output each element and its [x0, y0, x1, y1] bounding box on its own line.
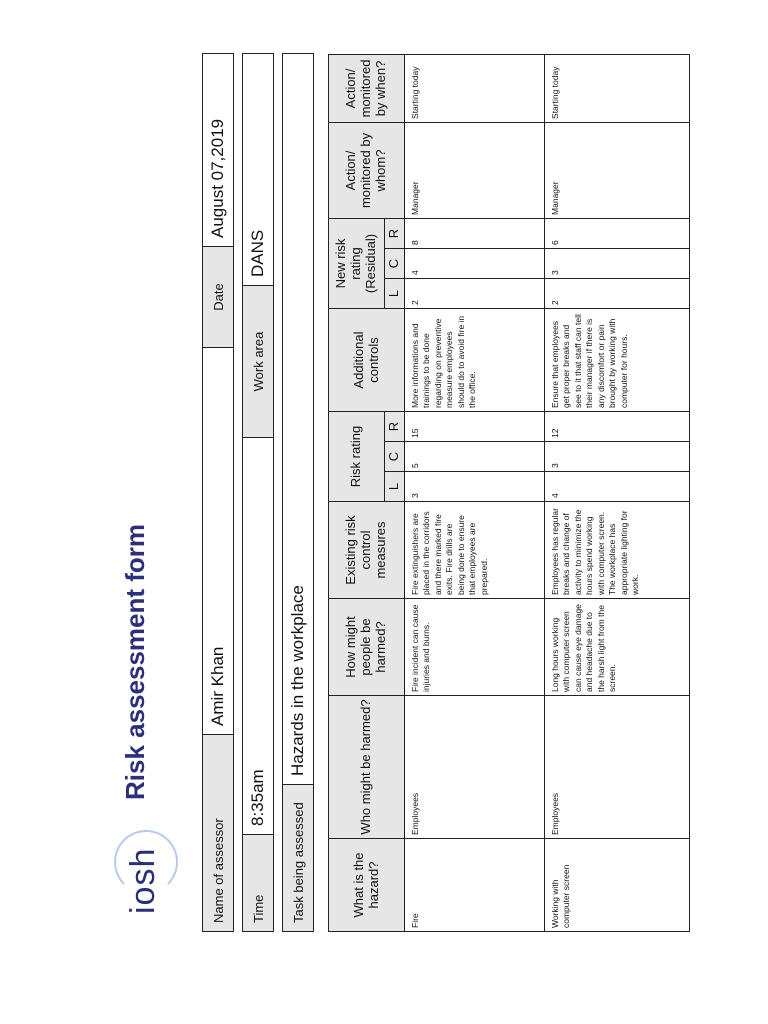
- new-l-header: L: [385, 279, 405, 309]
- additional-cell: More informations and trainings to be done regarding on preventive measure employees should do to avoid fire in the office.: [405, 309, 545, 412]
- existing-cell: Employees has regular breaks and change of activity to minimize the hours spend working with computer screen. The workplace has appropriate lighting for work.: [545, 502, 690, 599]
- new-r-cell: 6: [545, 218, 690, 248]
- table-header-row: [329, 54, 385, 931]
- col-who-header: Who might be harmed?: [329, 696, 405, 839]
- by-whom-cell: Manager: [545, 122, 690, 218]
- new-c-cell: 4: [405, 249, 545, 279]
- task-value: Hazards in the workplace: [288, 585, 307, 776]
- col-existing-header: Existing risk control measures: [329, 502, 405, 599]
- who-cell: Employees: [405, 696, 545, 839]
- new-l-cell: 2: [405, 279, 545, 309]
- risk-r-header: R: [385, 412, 405, 442]
- time-label: Time: [243, 834, 273, 931]
- col-hazard-header: What is the hazard?: [329, 839, 405, 932]
- new-r-header: R: [385, 218, 405, 248]
- work-area-label: Work area: [243, 285, 273, 437]
- iosh-logo: [110, 830, 180, 914]
- risk-r-cell: 15: [405, 412, 545, 442]
- table-row: [405, 54, 545, 931]
- new-c-cell: 3: [545, 249, 690, 279]
- assessor-row: [202, 53, 234, 932]
- time-row: [242, 53, 274, 932]
- col-by-whom-header: Action/ monitored by whom?: [329, 122, 405, 218]
- form-title: Risk assessment form: [120, 523, 150, 800]
- existing-cell: Fire extinguishers are placed in the corridors and there marked fire exits. Fire drills are being done to ensure that employees are prepared.: [405, 502, 545, 599]
- how-cell: Long hours working with computer screen can cause eye damage and headache due to the harsh light from the screen.: [545, 599, 690, 696]
- risk-c-cell: 3: [545, 442, 690, 472]
- col-additional-header: Additional controls: [329, 309, 405, 412]
- col-risk-rating-header: Risk rating: [329, 412, 385, 502]
- hazard-cell: Fire: [405, 839, 545, 932]
- table-row: [545, 54, 690, 931]
- how-cell: Fire incident can cause injuries and burns.: [405, 599, 545, 696]
- risk-l-cell: 3: [405, 472, 545, 502]
- by-whom-cell: Manager: [405, 122, 545, 218]
- logo-text: iosh: [124, 847, 162, 914]
- new-r-cell: 8: [405, 218, 545, 248]
- risk-c-header: C: [385, 442, 405, 472]
- hazard-cell: Working with computer screen: [545, 839, 690, 932]
- who-cell: Employees: [545, 696, 690, 839]
- by-when-cell: Starting today: [405, 54, 545, 122]
- risk-r-cell: 12: [545, 412, 690, 442]
- risk-table: [328, 54, 690, 932]
- date-label: Date: [203, 246, 233, 347]
- new-l-cell: 2: [545, 279, 690, 309]
- work-area-value: DANS: [248, 229, 267, 277]
- risk-l-cell: 4: [545, 472, 690, 502]
- col-by-when-header: Action/ monitored by when?: [329, 54, 405, 122]
- col-how-header: How might people be harmed?: [329, 599, 405, 696]
- new-c-header: C: [385, 249, 405, 279]
- additional-cell: Ensure that employees get proper breaks and see to it that staff can tell their manager if there is any discomfort or pain brought by working with computer for hours.: [545, 309, 690, 412]
- task-row: [282, 53, 314, 932]
- assessor-value: Amir Khan: [203, 347, 233, 734]
- risk-c-cell: 5: [405, 442, 545, 472]
- by-when-cell: Starting today: [545, 54, 690, 122]
- assessor-label: Name of assessor: [203, 734, 233, 931]
- col-new-risk-header: New risk rating (Residual): [329, 218, 385, 308]
- time-value: 8:35am: [243, 437, 273, 834]
- task-label: Task being assessed: [283, 784, 313, 931]
- date-value: August 07,2019: [208, 118, 227, 238]
- risk-l-header: L: [385, 472, 405, 502]
